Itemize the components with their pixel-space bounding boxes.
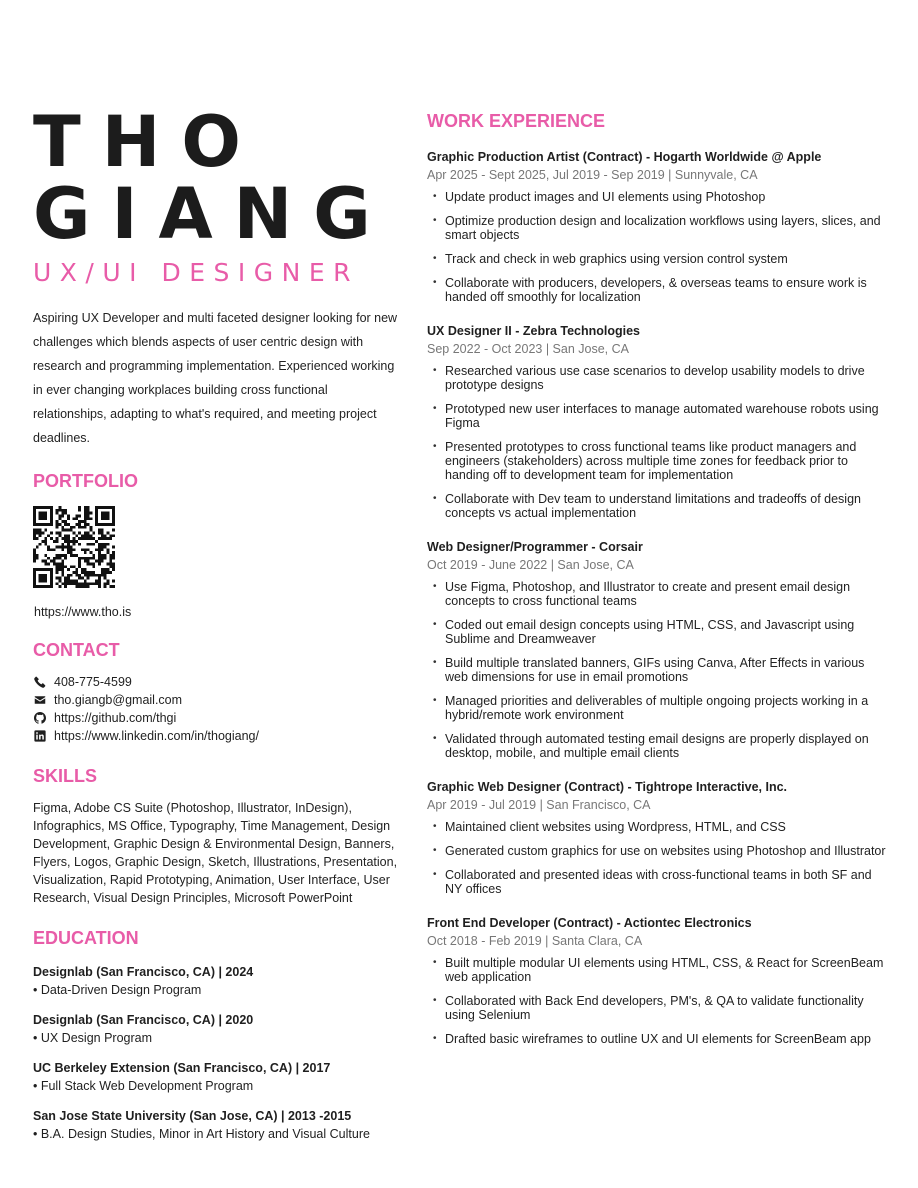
education-institution: UC Berkeley Extension (San Francisco, CA) | 2017 (33, 1061, 331, 1075)
job-bullets (427, 580, 887, 760)
linkedin-icon (34, 730, 46, 742)
job-title: UX Designer II - Zebra Technologies (427, 324, 641, 338)
job-bullet: • Drafted basic wireframes to outline UX and UI elements for ScreenBeam app (427, 1032, 887, 1046)
work-experience-heading: WORK EXPERIENCE (427, 111, 606, 131)
job-entry (427, 778, 887, 896)
job-entry (427, 148, 887, 304)
education-program: • B.A. Design Studies, Minor in Art History and Visual Culture (33, 1127, 370, 1141)
education-institution: Designlab (San Francisco, CA) | 2024 (33, 965, 254, 979)
job-bullets (427, 190, 887, 304)
job-entry (427, 322, 887, 520)
job-bullet: • Optimize production design and localization workflows using layers, slices, and smart objects (427, 214, 887, 242)
phone-number: 408-775-4599 (54, 675, 132, 689)
email-address: tho.giangb@gmail.com (54, 693, 183, 707)
education-list (33, 963, 403, 1143)
job-bullet: • Collaborate with Dev team to understand limitations and tradeoffs of design concepts vs actual implementation (427, 492, 887, 520)
contact-list (33, 673, 403, 745)
job-bullet: • Track and check in web graphics using version control system (427, 252, 887, 266)
job-bullet: • Prototyped new user interfaces to manage automated warehouse robots using Figma (427, 402, 887, 430)
github-url: https://github.com/thgi (54, 711, 177, 725)
education-item (33, 963, 403, 999)
contact-email[interactable] (34, 691, 403, 709)
job-title: Web Designer/Programmer - Corsair (427, 540, 643, 554)
education-institution: Designlab (San Francisco, CA) | 2020 (33, 1013, 254, 1027)
job-dates-location: Sep 2022 - Oct 2023 | San Jose, CA (427, 342, 629, 356)
qr-code-modules (33, 506, 115, 588)
education-item (33, 1107, 403, 1143)
github-icon (34, 712, 46, 724)
education-program: • UX Design Program (33, 1031, 153, 1045)
job-dates-location: Oct 2018 - Feb 2019 | Santa Clara, CA (427, 934, 643, 948)
job-bullet: • Update product images and UI elements using Photoshop (427, 190, 887, 204)
education-heading: EDUCATION (33, 928, 139, 948)
portfolio-link[interactable]: https://www.tho.is (34, 605, 132, 619)
education-item (33, 1011, 403, 1047)
envelope-icon (34, 694, 46, 706)
education-item (33, 1059, 403, 1095)
name-last: GIANG (33, 173, 392, 255)
job-title: Front End Developer (Contract) - Actiontec Electronics (427, 916, 752, 930)
job-bullets (427, 956, 887, 1046)
job-title: Graphic Production Artist (Contract) - Hogarth Worldwide @ Apple (427, 150, 822, 164)
job-bullets (427, 364, 887, 520)
job-dates-location: Apr 2019 - Jul 2019 | San Francisco, CA (427, 798, 651, 812)
job-bullet: • Built multiple modular UI elements using HTML, CSS, & React for ScreenBeam web application (427, 956, 887, 984)
contact-github[interactable] (34, 709, 403, 727)
job-entry (427, 914, 887, 1046)
job-role-title: UX/UI DESIGNER (33, 258, 359, 287)
job-bullet: • Collaborate with producers, developers, & overseas teams to ensure work is handed off smoothly for localization (427, 276, 887, 304)
contact-linkedin[interactable] (34, 727, 403, 745)
job-bullet: • Coded out email design concepts using HTML, CSS, and Javascript using Sublime and Dreamweaver (427, 618, 887, 646)
name-first: THO (33, 101, 262, 183)
job-dates-location: Apr 2025 - Sept 2025, Jul 2019 - Sep 2019 | Sunnyvale, CA (427, 168, 758, 182)
portfolio-heading: PORTFOLIO (33, 471, 138, 491)
contact-phone[interactable] (34, 673, 403, 691)
job-bullet: • Generated custom graphics for use on websites using Photoshop and Illustrator (427, 844, 887, 858)
job-bullet: • Validated through automated testing email designs are properly displayed on desktop, mobile, and multiple email clients (427, 732, 887, 760)
education-institution: San Jose State University (San Jose, CA) | 2013 -2015 (33, 1109, 352, 1123)
education-program: • Full Stack Web Development Program (33, 1079, 254, 1093)
job-bullet: • Build multiple translated banners, GIFs using Canva, After Effects in various web dimensions for use in email promotions (427, 656, 887, 684)
skills-text: Figma, Adobe CS Suite (Photoshop, Illustrator, InDesign), Infographics, MS Office, Typography, Time Management, Design Development, Graphic Design & Environmental Design, Banners, Flyers, Logos, Graphic Design, Sketch, Illustrations, Presentation, Visualization, Rapid Prototyping, Animation, User Interface, User Research, Visual Design Principles, Microsoft PowerPoint (33, 801, 398, 905)
job-bullet: • Collaborated with Back End developers, PM's, & QA to validate functionality using Selenium (427, 994, 887, 1022)
job-bullet: • Use Figma, Photoshop, and Illustrator to create and present email design concepts to cross functional teams (427, 580, 887, 608)
left-column (33, 100, 403, 1143)
right-column (427, 100, 887, 1056)
job-dates-location: Oct 2019 - June 2022 | San Jose, CA (427, 558, 634, 572)
linkedin-url: https://www.linkedin.com/in/thogiang/ (54, 729, 259, 743)
job-entry (427, 538, 887, 760)
summary-paragraph: Aspiring UX Developer and multi faceted designer looking for new challenges which blends aspects of user centric design with research and programming implementation. Experienced working in ever changing workplaces building cross functional relationships, adapting to what's required, and meeting project deadlines. (33, 311, 398, 445)
skills-heading: SKILLS (33, 766, 98, 786)
qr-code[interactable] (33, 506, 115, 588)
job-bullet: • Collaborated and presented ideas with cross-functional teams in both SF and NY offices (427, 868, 887, 896)
education-program: • Data-Driven Design Program (33, 983, 202, 997)
job-bullet: • Managed priorities and deliverables of multiple ongoing projects working in a hybrid/remote work environment (427, 694, 887, 722)
job-title: Graphic Web Designer (Contract) - Tightrope Interactive, Inc. (427, 780, 788, 794)
contact-heading: CONTACT (33, 640, 120, 660)
job-bullet: • Researched various use case scenarios to develop usability models to drive prototype designs (427, 364, 887, 392)
job-bullet: • Presented prototypes to cross functional teams like product managers and engineers (stakeholders) across multiple time zones for feedback prior to handing off to development team for implementation (427, 440, 887, 482)
phone-icon (34, 676, 46, 688)
job-bullets (427, 820, 887, 896)
job-bullet: • Maintained client websites using Wordpress, HTML, and CSS (427, 820, 887, 834)
